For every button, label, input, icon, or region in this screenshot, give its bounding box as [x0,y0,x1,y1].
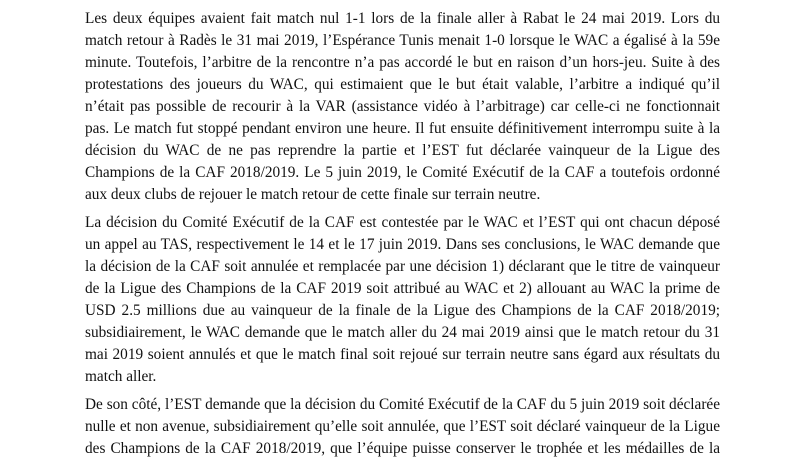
text-line: match retour à Radès le 31 mai 2019, l’Espérance Tunis menait 1-0 lorsque le WAC a égalisé à la 59e [85,32,720,49]
text-line: n’était pas possible de recourir à la VAR (assistance vidéo à l’arbitrage) car celle-ci ne fonctionnait [85,98,720,115]
text-line: un appel au TAS, respectivement le 14 et le 17 juin 2019. Dans ses conclusions, le WAC demande que [85,236,720,253]
text-line: décision du WAC de ne pas reprendre la partie et l’EST fut déclarée vainqueur de la Ligue des [85,142,720,159]
text-line: pas. Le match fut stoppé pendant environ une heure. Il fut ensuite définitivement interrompu suite à la [85,120,720,137]
text-line: aux deux clubs de rejouer le match retour de cette finale sur terrain neutre. [85,186,541,203]
text-line: mai 2019 soient annulés et que le match final soit rejoué sur terrain neutre sans égard aux résultats du [85,346,720,363]
text-line: nulle et non avenue, subsidiairement qu’elle soit annulée, que l’EST soit déclaré vainqueur de la Ligue [85,418,720,435]
text-line: la décision de la CAF soit annulée et remplacée par une décision 1) déclarant que le titre de vainqueur [85,258,720,275]
text-line: Champions de la CAF 2018/2019. Le 5 juin 2019, le Comité Exécutif de la CAF a toutefois ordonné [85,164,720,181]
text-line: match aller. [85,368,157,385]
text-line: subsidiairement, le WAC demande que le match aller du 24 mai 2019 ainsi que le match retour du 31 [85,324,720,341]
text-line: protestations des joueurs du WAC, qui estimaient que le but était valable, l’arbitre a indiqué qu’il [85,76,720,93]
text-line: de la Ligue des Champions de la CAF 2019 soit attribué au WAC et 2) allouant au WAC la prime de [85,280,720,297]
text-line: des Champions de la CAF 2018/2019, que l’équipe puisse conserver le trophée et les médailles de la [85,440,720,457]
text-line: La décision du Comité Exécutif de la CAF est contestée par le WAC et l’EST qui ont chacun déposé [85,214,720,231]
text-line: USD 2.5 millions due au vainqueur de la finale de la Ligue des Champions de la CAF 2018/2019; [85,302,720,319]
text-line: minute. Toutefois, l’arbitre de la rencontre n’a pas accordé le but en raison d’un hors-jeu. Suite à des [85,54,720,71]
text-line: De son côté, l’EST demande que la décision du Comité Exécutif de la CAF du 5 juin 2019 soit déclarée [85,396,720,413]
text-line: Les deux équipes avaient fait match nul 1-1 lors de la finale aller à Rabat le 24 mai 2019. Lors du [85,10,720,27]
